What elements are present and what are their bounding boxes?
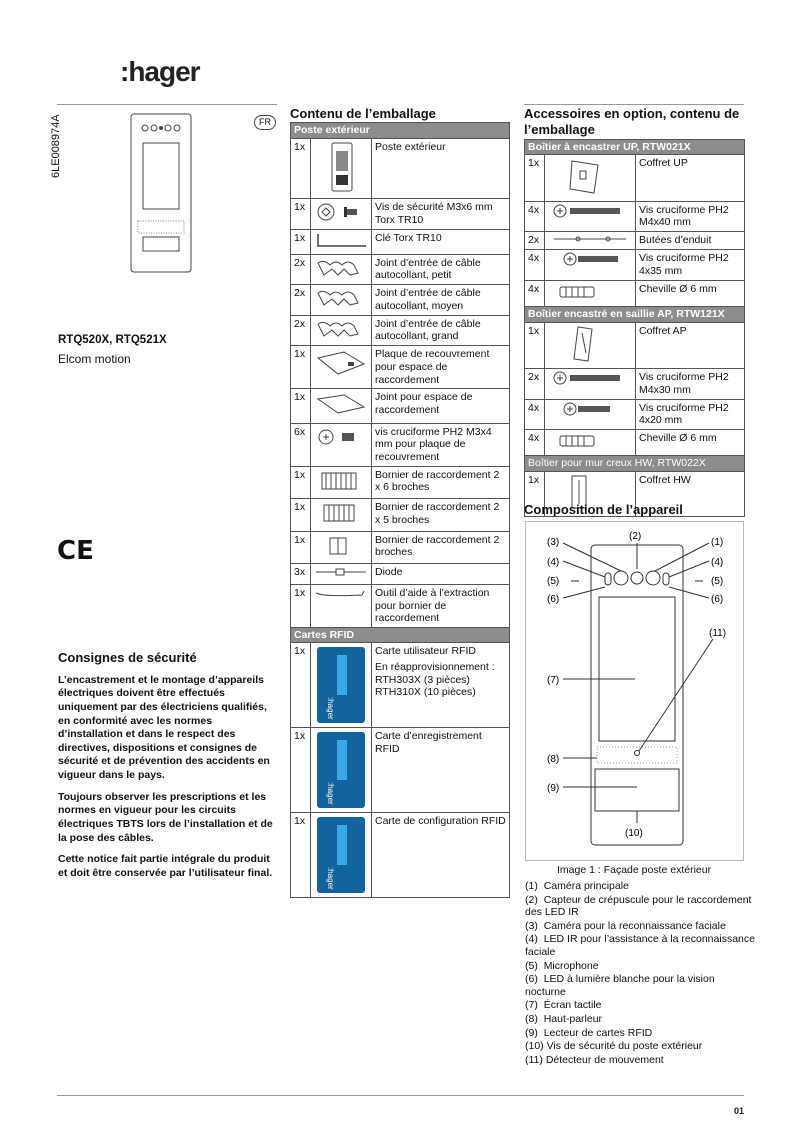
- table-row: 1x Vis de sécurité M3x6 mm Torx TR10: [291, 199, 510, 230]
- callout-4: (4): [547, 557, 560, 568]
- extraction-tool-icon: [314, 587, 368, 603]
- screw-icon: [548, 204, 632, 218]
- table-row: 1x Coffret AP: [525, 322, 745, 369]
- safety-heading: Consignes de sécurité: [58, 650, 197, 665]
- table-row: 2x Joint d’entrée de câble autocollant, moyen: [291, 285, 510, 316]
- table-row: 1x :hager Carte de configuration RFID: [291, 813, 510, 898]
- table-row: 1x Poste extérieur: [291, 138, 510, 199]
- table-row: 1x :hager Carte d’enregistrement RFID: [291, 728, 510, 813]
- package-contents: [290, 106, 510, 898]
- table-row: 2x Joint d’entrée de câble autocollant, petit: [291, 254, 510, 285]
- table-row: 1x Bornier de raccordement 2 x 6 broches: [291, 466, 510, 499]
- legend-item: (7) Écran tactile: [525, 999, 602, 1012]
- footer-divider: [57, 1095, 744, 1096]
- wall-plug-icon: [548, 283, 632, 301]
- callout-8: (8): [547, 754, 560, 765]
- table-row: 1x Bornier de raccordement 2 x 5 broches: [291, 499, 510, 532]
- legend-item: (6) LED à lumière blanche pour la vision nocturne: [525, 973, 715, 998]
- table-row: 1x Outil d’aide à l’extraction pour bornier de raccordement: [291, 584, 510, 627]
- legend-item: (4) LED IR pour l’assistance à la reconnaissance faciale: [525, 933, 755, 958]
- table-row: 4x Vis cruciforme PH2 M4x40 mm: [525, 201, 745, 231]
- terminal-block-icon: [314, 501, 368, 525]
- gasket-icon: [314, 391, 368, 417]
- group-header: Boîtier à encastrer UP, RTW021X: [525, 139, 745, 155]
- accessories-heading: Accessoires en option, contenu de l’emballage: [524, 106, 740, 138]
- device-front-diagram: [525, 521, 744, 861]
- flush-box-icon: [548, 157, 632, 195]
- outdoor-station-drawing: [130, 113, 192, 273]
- package-heading: Contenu de l’emballage: [290, 106, 436, 121]
- legend-item: (9) Lecteur de cartes RFID: [525, 1026, 653, 1039]
- screw-icon: [548, 402, 632, 416]
- safety-paragraph: L’encastrement et le montage d’appareils électriques doivent être effectués uniquement par des électriciens qualifiés, en conformité avec les normes d’installation et dans le respect des directives, dispositions et consignes de sécurité et de prévention des accidents en vigueur dans le pays.: [58, 673, 270, 782]
- table-row: 6x vis cruciforme PH2 M3x4 mm pour plaque de recouvrement: [291, 423, 510, 466]
- product-title: RTQ520X, RTQ521X: [58, 334, 167, 346]
- table-row: 2x Vis cruciforme PH2 M4x30 mm: [525, 369, 745, 399]
- wall-plug-icon: [548, 432, 632, 450]
- callout-2: (2): [629, 531, 642, 542]
- outdoor-station-icon: [314, 141, 368, 193]
- table-row: 1x Bornier de raccordement 2 broches: [291, 531, 510, 564]
- callout-1: (1): [711, 537, 724, 548]
- ce-mark: CE: [57, 536, 94, 566]
- screw-icon: [548, 371, 632, 385]
- cable-seal-icon: [314, 287, 368, 309]
- cover-plate-icon: [314, 348, 368, 378]
- table-row: 1x Coffret UP: [525, 155, 745, 202]
- accessories-table: [524, 139, 745, 517]
- table-row: 4x Cheville Ø 6 mm: [525, 280, 745, 307]
- terminal-block-icon: [314, 469, 368, 493]
- legend-item: (2) Capteur de crépuscule pour le raccordement des LED IR: [525, 893, 752, 919]
- table-row: 1x :hager Carte utilisateur RFID En réapprovisionnement : RTH303X (3 pièces) RTH310X (10 pièces): [291, 643, 510, 728]
- product-subtitle: Elcom motion: [58, 352, 131, 366]
- security-screw-icon: [314, 201, 368, 223]
- divider: [524, 104, 744, 105]
- divider: [57, 104, 277, 105]
- table-row: 2x Butées d’enduit: [525, 231, 745, 250]
- composition-legend: [525, 880, 755, 1067]
- group-header: Cartes RFID: [291, 627, 510, 643]
- rfid-card-icon: :hager: [317, 732, 365, 808]
- callout-7: (7): [547, 675, 560, 686]
- callout-5: (5): [711, 576, 724, 587]
- rfid-card-icon: :hager: [317, 817, 365, 893]
- table-row: 3x Diode: [291, 564, 510, 585]
- safety-paragraph: Cette notice fait partie intégrale du produit et doit être conservée par l’utilisateur final.: [58, 853, 273, 879]
- table-row: 4x Cheville Ø 6 mm: [525, 429, 745, 456]
- diode-icon: [314, 566, 368, 578]
- legend-item: (1) Caméra principale: [525, 880, 629, 892]
- legend-item: (11) Détecteur de mouvement: [525, 1053, 664, 1066]
- callout-5: (5): [547, 576, 560, 587]
- cable-seal-icon: [314, 257, 368, 279]
- table-row: 1x Joint pour espace de raccordement: [291, 389, 510, 424]
- torx-key-icon: [314, 232, 368, 248]
- table-row: 1x Clé Torx TR10: [291, 230, 510, 255]
- screw-icon: [548, 252, 632, 266]
- package-table: [290, 122, 510, 898]
- language-badge: FR: [254, 115, 276, 130]
- document-number: 6LE008974A: [50, 114, 62, 178]
- callout-6: (6): [547, 594, 560, 605]
- legend-item: (10) Vis de sécurité du poste extérieur: [525, 1040, 703, 1053]
- legend-item: (8) Haut-parleur: [525, 1012, 603, 1025]
- callout-6: (6): [711, 594, 724, 605]
- screw-icon: [314, 426, 368, 448]
- table-row: 4x Vis cruciforme PH2 4x20 mm: [525, 399, 745, 429]
- legend-item: (5) Microphone: [525, 959, 599, 972]
- safety-section: [58, 650, 278, 889]
- surface-box-icon: [548, 325, 632, 363]
- hager-logo: :hager: [120, 56, 200, 87]
- table-row: 1x Plaque de recouvrement pour espace de raccordement: [291, 346, 510, 389]
- legend-item: (3) Caméra pour la reconnaissance faciale: [525, 919, 726, 932]
- callout-4: (4): [711, 557, 724, 568]
- composition-heading: Composition de l’appareil: [524, 502, 683, 517]
- terminal-block-icon: [314, 534, 368, 558]
- table-row: 1x Coffret HW: [525, 472, 745, 517]
- table-row: 4x Vis cruciforme PH2 4x35 mm: [525, 250, 745, 280]
- cable-seal-icon: [314, 318, 368, 340]
- group-header: Poste extérieur: [291, 123, 510, 139]
- group-header: Boîtier encastré en saillie AP, RTW121X: [525, 307, 745, 323]
- figure-caption: Image 1 : Façade poste extérieur: [557, 864, 712, 876]
- plaster-stop-icon: [548, 234, 632, 244]
- callout-3: (3): [547, 537, 560, 548]
- accessories-section: [524, 106, 745, 517]
- callout-9: (9): [547, 783, 560, 794]
- group-header: Boîtier pour mur creux HW, RTW022X: [525, 456, 745, 472]
- callout-10: (10): [625, 828, 643, 839]
- rfid-card-icon: :hager: [317, 647, 365, 723]
- page-number: 01: [734, 1106, 745, 1116]
- callout-11: (11): [709, 628, 727, 639]
- safety-paragraph: Toujours observer les prescriptions et les normes en vigueur pour les circuits électriques TBTS lors de l’installation et de la pose des câbles.: [58, 790, 273, 844]
- table-row: 2x Joint d’entrée de câble autocollant, grand: [291, 315, 510, 346]
